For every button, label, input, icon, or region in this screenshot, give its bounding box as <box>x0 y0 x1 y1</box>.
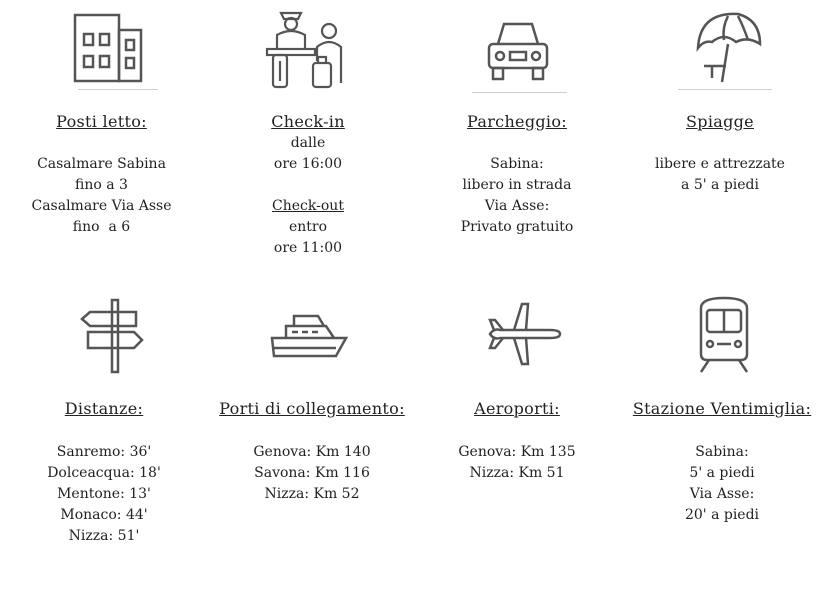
text-line: Mentone: 13' <box>57 486 151 502</box>
text-line: fino a 6 <box>72 219 131 235</box>
text-line: Nizza: 51' <box>68 528 140 544</box>
section-title-distanze: Distanze: <box>64 399 144 418</box>
text-line: Casalmare Sabina <box>37 156 166 172</box>
section-title-aeroporti: Aeroporti: <box>474 399 560 418</box>
divider <box>472 92 567 93</box>
section-title-porti: Porti di collegamento: <box>219 399 405 418</box>
text-line: Via Asse: <box>484 198 550 214</box>
section-text-parcheggio <box>417 154 617 238</box>
text-line: libero in strada <box>462 177 572 193</box>
text-line: 20' a piedi <box>684 507 760 523</box>
divider <box>678 89 772 90</box>
car-icon <box>484 18 552 84</box>
section-text-check-in <box>208 133 408 259</box>
section-text-posti-letto <box>0 154 203 238</box>
text-line: fino a 3 <box>75 177 128 193</box>
section-text-aeroporti <box>417 442 617 484</box>
section-title-stazione: Stazione Ventimiglia: <box>632 399 812 418</box>
text-line: Sabina: <box>695 444 749 460</box>
text-line: Nizza: Km 51 <box>469 465 565 481</box>
text-line: Dolceacqua: 18' <box>47 465 161 481</box>
section-text-distanze <box>0 442 208 547</box>
building-icon <box>70 12 150 84</box>
section-title-parcheggio: Parcheggio: <box>467 112 567 131</box>
text-line: Genova: Km 135 <box>458 444 576 460</box>
text-line: ore 16:00 <box>273 156 343 172</box>
text-line: Casalmare Via Asse <box>31 198 172 214</box>
train-icon <box>695 296 753 374</box>
text-line: Genova: Km 140 <box>253 444 371 460</box>
text-line: entro <box>288 219 328 235</box>
section-text-spiagge <box>620 154 820 196</box>
section-text-porti <box>212 442 412 505</box>
text-line: Savona: Km 116 <box>254 465 370 481</box>
section-title-posti-letto: Posti letto: <box>56 112 147 131</box>
text-line: Nizza: Km 52 <box>264 486 360 502</box>
text-line: Sabina: <box>490 156 544 172</box>
text-line: Via Asse: <box>689 486 755 502</box>
check-out-label: Check-out <box>272 198 344 214</box>
ship-icon <box>268 308 352 360</box>
reception-icon <box>263 5 355 91</box>
text-line: Sanremo: 36' <box>56 444 152 460</box>
divider <box>78 89 158 90</box>
text-line: ore 11:00 <box>273 240 343 256</box>
section-title-spiagge: Spiagge <box>686 112 754 131</box>
text-line: 5' a piedi <box>689 465 755 481</box>
section-text-stazione <box>622 442 822 526</box>
text-line: Monaco: 44' <box>60 507 148 523</box>
section-title-check-in: Check-in <box>271 112 345 131</box>
text-line: a 5' a piedi <box>681 177 759 193</box>
text-line: dalle <box>290 135 326 151</box>
text-line: Privato gratuito <box>460 219 574 235</box>
signpost-icon <box>78 298 148 374</box>
beach-umbrella-icon <box>692 8 764 86</box>
text-line: libere e attrezzate <box>655 156 785 172</box>
airplane-icon <box>484 300 564 370</box>
